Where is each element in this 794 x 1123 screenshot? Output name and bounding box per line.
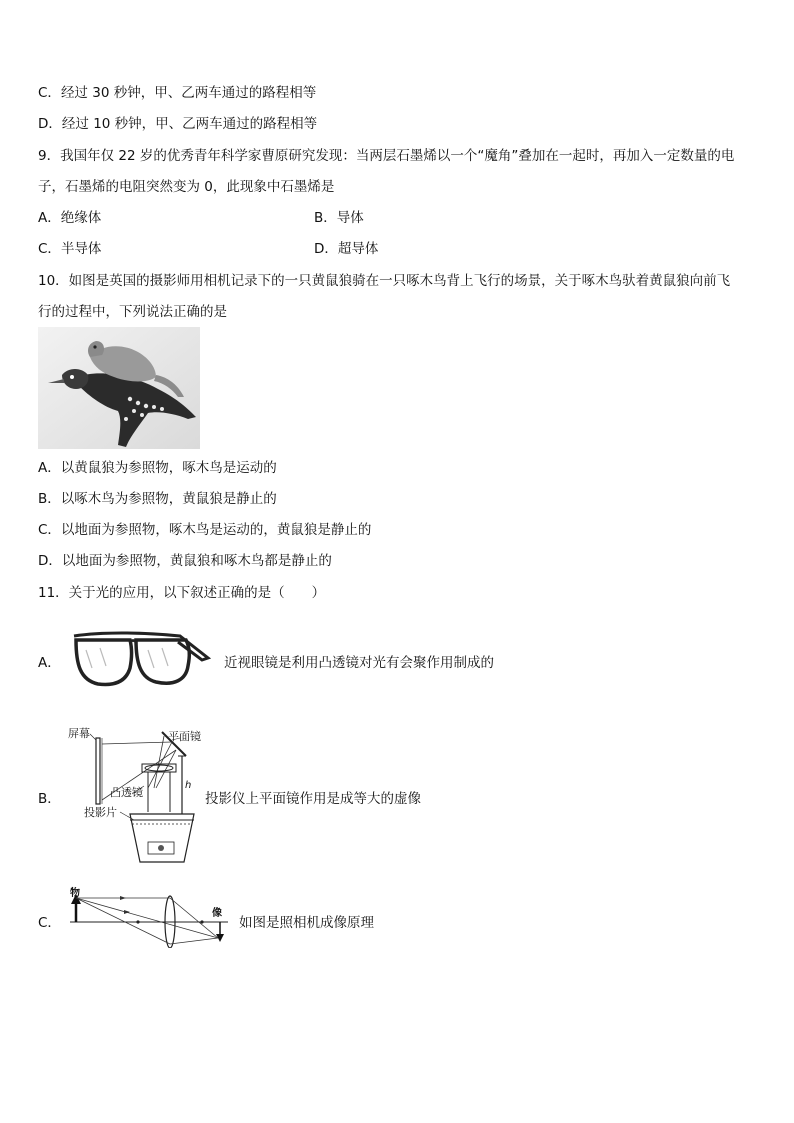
option-letter: C． xyxy=(38,85,61,101)
option-text: 绝缘体 xyxy=(60,210,102,226)
option-letter: C． xyxy=(38,522,61,538)
q11-option-b-text: 投影仪上平面镜作用是成等大的虚像 xyxy=(205,791,421,807)
label-h: h xyxy=(185,780,192,791)
q11-option-b-letter: B． xyxy=(38,791,61,807)
glasses-icon xyxy=(70,628,216,690)
q10-option-b xyxy=(38,490,277,508)
q11-option-c-text: 如图是照相机成像原理 xyxy=(239,915,374,931)
prev-option-d xyxy=(38,115,317,133)
label-screen: 屏幕 xyxy=(68,727,90,740)
label-lens: 凸透镜 xyxy=(110,786,143,799)
q11-option-a-letter: A． xyxy=(38,655,61,671)
option-text: 经过 10 秒钟，甲、乙两车通过的路程相等 xyxy=(61,116,318,132)
option-letter: C． xyxy=(38,241,61,257)
option-letter: A． xyxy=(38,460,61,476)
q10-stem-line2: 行的过程中，下列说法正确的是 xyxy=(38,304,227,320)
q9-option-c xyxy=(38,240,101,258)
label-image: 像 xyxy=(212,908,222,919)
option-text: 以地面为参照物，啄木鸟是运动的，黄鼠狼是静止的 xyxy=(60,522,372,538)
option-letter: B． xyxy=(314,210,337,226)
label-mirror: 平面镜 xyxy=(168,730,201,743)
q10-stem-line1: 10．如图是英国的摄影师用相机记录下的一只黄鼠狼骑在一只啄木鸟背上飞行的场景，关于啄木鸟驮着黄鼠狼向前飞 xyxy=(38,273,731,289)
q9-stem-line1: 9．我国年仅 22 岁的优秀青年科学家曹原研究发现：当两层石墨烯以一个“魔角”叠加在一起时，再加入一定数量的电 xyxy=(38,148,735,164)
camera-lens-diagram-icon xyxy=(68,886,234,948)
woodpecker-weasel-photo-icon xyxy=(38,327,200,449)
label-slide: 投影片 xyxy=(84,806,117,819)
q10-option-d xyxy=(38,552,332,570)
woodpecker-weasel-photo xyxy=(38,327,200,449)
option-text: 半导体 xyxy=(60,241,102,257)
option-text: 以黄鼠狼为参照物，啄木鸟是运动的 xyxy=(60,460,277,476)
q9-option-b xyxy=(314,209,364,227)
option-letter: D． xyxy=(314,241,338,257)
option-letter: B． xyxy=(38,491,61,507)
option-letter: D． xyxy=(38,116,62,132)
option-text: 经过 30 秒钟，甲、乙两车通过的路程相等 xyxy=(60,85,317,101)
option-letter: A． xyxy=(38,210,61,226)
q9-option-d xyxy=(314,240,378,258)
option-letter: D． xyxy=(38,553,62,569)
option-text: 超导体 xyxy=(337,241,379,257)
prev-option-c xyxy=(38,84,316,102)
q9-option-a xyxy=(38,209,101,227)
option-text: 以地面为参照物，黄鼠狼和啄木鸟都是静止的 xyxy=(61,553,332,569)
label-object: 物 xyxy=(70,888,80,899)
q9-stem-line2: 子，石墨烯的电阻突然变为 0，此现象中石墨烯是 xyxy=(38,179,335,195)
q11-option-c-letter: C． xyxy=(38,915,61,931)
q11-stem: 11．关于光的应用，以下叙述正确的是（ ） xyxy=(38,585,326,601)
projector-diagram-icon xyxy=(68,724,204,866)
q10-option-c xyxy=(38,521,371,539)
option-text: 以啄木鸟为参照物，黄鼠狼是静止的 xyxy=(60,491,277,507)
option-text: 导体 xyxy=(336,210,364,226)
q11-option-a-text: 近视眼镜是利用凸透镜对光有会聚作用制成的 xyxy=(224,655,494,671)
q10-option-a xyxy=(38,459,277,477)
